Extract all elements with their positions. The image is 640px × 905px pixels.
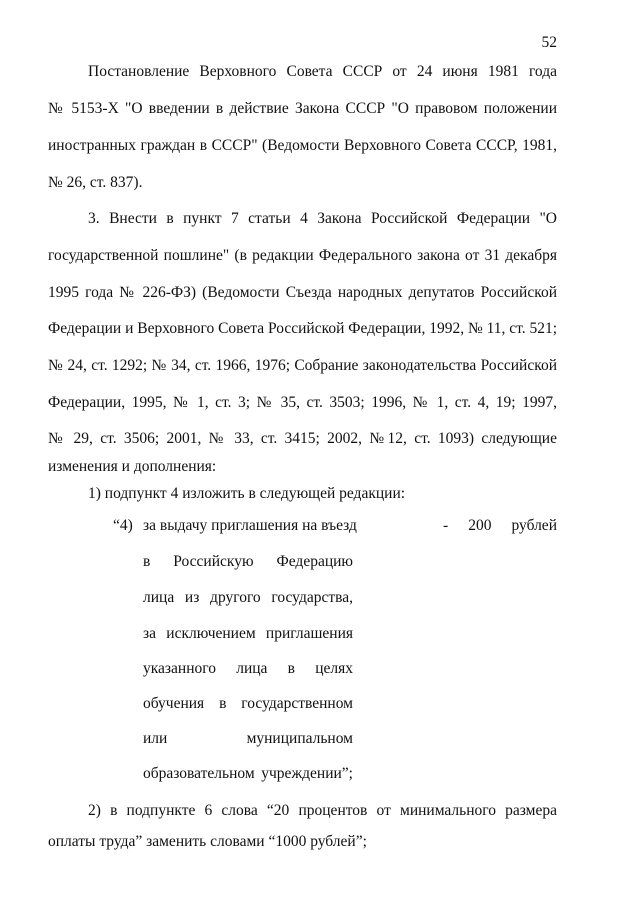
fee-dash: - [443,517,449,534]
text-line: за исключением приглашения [143,625,353,642]
text-line: за выдачу приглашения на въезд [143,517,357,534]
text-line: Федерации и Верховного Совета Российской Федерации, 1992, № 11, ст. 521; [48,320,558,337]
text-line: № 26, ст. 837). [48,174,143,191]
quoted-subitem-number: “4) [113,517,133,534]
text-line: указанного лица в целях [143,660,353,677]
page-number: 52 [541,34,557,51]
fee-amount [443,516,557,536]
text-line: государственной пошлине" (в редакции Федерального закона от 31 декабря [48,247,557,264]
text-line: лица из другого государства, [143,589,353,606]
text-line: образовательном учреждении”; [143,765,353,782]
text-line: обучения в государственном [143,695,353,712]
text-line: изменения и дополнения: [48,458,217,475]
fee-value: 200 [468,517,492,534]
text-line: № 5153-X "О введении в действие Закона СССР "О правовом положении [48,100,557,117]
text-line: 1995 года № 226-ФЗ) (Ведомости Съезда народных депутатов Российской [48,284,557,301]
fee-unit: рублей [511,517,557,534]
text-line: 3. Внести в пункт 7 статьи 4 Закона Российской Федерации "О [88,210,557,227]
text-line: № 29, ст. 3506; 2001, № 33, ст. 3415; 2002, №12, ст. 1093) следующие [48,430,557,447]
text-line: Постановление Верховного Совета СССР от 24 июня 1981 года [88,63,557,80]
text-line: или муниципальном [143,730,353,747]
text-line: № 24, ст. 1292; № 34, ст. 1966, 1976; Собрание законодательства Российской [48,357,557,374]
text-line: иностранных граждан в СССР" (Ведомости Верховного Совета СССР, 1981, [48,137,557,154]
text-line: оплаты труда” заменить словами “1000 рублей”; [48,833,367,850]
list-item-intro: 1) подпункт 4 изложить в следующей редакции: [88,485,406,502]
text-line: 2) в подпункте 6 слова “20 процентов от минимального размера [88,802,557,819]
text-line: Федерации, 1995, № 1, ст. 3; № 35, ст. 3503; 1996, № 1, ст. 4, 19; 1997, [48,394,557,411]
text-line: в Российскую Федерацию [143,553,353,570]
